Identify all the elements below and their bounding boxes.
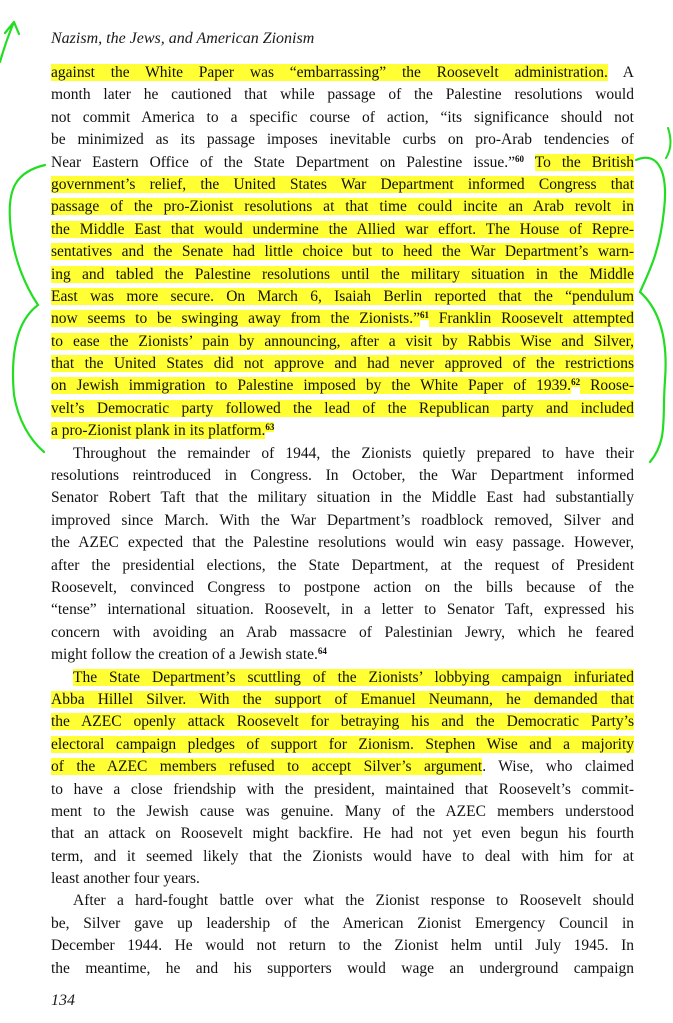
text-line	[51, 174, 634, 196]
text-line	[51, 913, 634, 935]
text-line	[51, 286, 634, 308]
text-line	[51, 219, 634, 241]
highlighted-text: on Jewish immigration to Palestine imposed by the White Paper of 1939.	[51, 377, 572, 395]
footnote-ref: 60	[515, 153, 525, 164]
highlighted-text: Abba Hillel Silver. With the support of Emanuel Neumann, he demanded that	[51, 690, 634, 708]
text-line	[51, 443, 634, 465]
text-span: Near Eastern Office of the State Department on Palestine issue.”	[51, 153, 516, 171]
highlighted-text: now seems to be swinging away from the Zionists.”	[51, 310, 420, 328]
text-span: to have a close friendship with the president, maintained that Roosevelt’s commit-	[51, 780, 634, 798]
text-span: term, and it seemed likely that the Zionists would have to deal with him for at	[51, 847, 634, 865]
highlighted-text: the AZEC openly attack Roosevelt for betraying his and the Democratic Party’s	[51, 713, 634, 731]
highlighted-text: the Middle East that would undermine the Allied war effort. The House of Repre-	[51, 220, 634, 238]
highlighted-text: East was more secure. On March 6, Isaiah Berlin reported that the “pendulum	[51, 287, 634, 305]
highlighted-text: ing and tabled the Palestine resolutions until the military situation in the Middle	[51, 265, 634, 283]
text-span: that an attack on Roosevelt might backfire. He had not yet even begun his fourth	[51, 825, 634, 843]
text-line	[51, 555, 634, 577]
text-span: might follow the creation of a Jewish state.	[51, 646, 318, 664]
highlighted-text: a pro-Zionist plank in its platform.	[51, 422, 266, 440]
highlighted-text: that the United States did not approve and had never approved of the restrictions	[51, 355, 634, 373]
text-span: least another four years.	[51, 870, 200, 888]
footnote-ref: 64	[317, 646, 327, 657]
highlighted-text: electoral campaign pledges of support for Zionism. Stephen Wise and a majority	[51, 735, 634, 753]
text-span: ment to the Jewish cause was genuine. Many of the AZEC members understood	[51, 802, 634, 820]
right-bracket-mark	[636, 158, 666, 462]
text-line	[51, 622, 634, 644]
footnote-ref: 62	[571, 377, 581, 388]
text-line	[51, 241, 634, 263]
text-line	[51, 846, 634, 868]
text-line	[51, 667, 634, 689]
text-line	[51, 510, 634, 532]
text-line	[51, 420, 634, 442]
text-line	[51, 264, 634, 286]
text-line	[51, 107, 634, 129]
text-line	[51, 958, 634, 980]
arrow-mark	[0, 22, 19, 62]
text-line	[51, 801, 634, 823]
text-line	[51, 353, 634, 375]
text-line	[51, 779, 634, 801]
small-tick-mark	[666, 128, 670, 158]
text-span: A	[607, 64, 634, 81]
text-line	[51, 84, 634, 106]
text-span: . Wise, who claimed	[482, 758, 634, 776]
text-span: December 1944. He would not return to the Zionist helm until July 1945. In	[51, 937, 634, 955]
text-line	[51, 196, 634, 218]
text-line	[51, 308, 634, 330]
body-text	[51, 62, 634, 980]
text-span: “tense” international situation. Roosevelt, in a letter to Senator Taft, expressed his	[51, 601, 634, 619]
highlighted-text: To the British	[534, 153, 634, 171]
text-line	[51, 935, 634, 957]
text-line	[51, 398, 634, 420]
text-span: be minimized as its passage imposes inevitable curbs on pro-Arab tendencies of	[51, 131, 634, 149]
page-number: 134	[51, 992, 75, 1009]
highlighted-text: passage of the pro-Zionist resolutions at that time could incite an Arab revolt in	[51, 198, 634, 216]
highlighted-text: The State Department’s scuttling of the Zionists’ lobbying campaign infuriated	[73, 668, 634, 686]
footnote-ref: 63	[265, 422, 275, 433]
text-span: after the presidential elections, the State Department, at the request of President	[51, 556, 634, 574]
text-line	[51, 331, 634, 353]
text-line	[51, 487, 634, 509]
text-span: improved since March. With the War Department’s roadblock removed, Silver and	[51, 511, 634, 529]
text-span: After a hard-fought battle over what the Zionist response to Roosevelt should	[73, 892, 634, 910]
text-line	[51, 129, 634, 151]
highlighted-text: to ease the Zionists’ pain by announcing, after a visit by Rabbis Wise and Silver,	[51, 332, 634, 350]
text-line	[51, 465, 634, 487]
text-line	[51, 734, 634, 756]
text-line	[51, 756, 634, 778]
left-bracket-mark	[10, 165, 45, 452]
text-line	[51, 868, 634, 890]
text-line	[51, 711, 634, 733]
footnote-ref: 61	[419, 310, 429, 321]
text-span: not commit America to a specific course of action, “its significance should not	[51, 108, 634, 126]
text-line	[51, 152, 634, 174]
highlighted-text: government’s relief, the United States War Department informed Congress that	[51, 175, 634, 193]
text-line	[51, 62, 634, 84]
text-span: the AZEC expected that the Palestine resolutions would win easy passage. However,	[51, 534, 634, 552]
text-line	[51, 689, 634, 711]
text-span: be, Silver gave up leadership of the American Zionist Emergency Council in	[51, 914, 634, 932]
text-span: month later he cautioned that while passage of the Palestine resolutions would	[51, 86, 634, 104]
highlighted-text: sentatives and the Senate had little choice but to heed the War Department’s warn-	[51, 243, 634, 261]
text-span: Senator Robert Taft that the military situation in the Middle East had substantially	[51, 489, 634, 507]
highlighted-text: Franklin Roosevelt attempted	[428, 310, 634, 328]
text-span: resolutions reintroduced in Congress. In October, the War Department informed	[51, 467, 634, 485]
text-span: concern with avoiding an Arab massacre of Palestinian Jewry, which he feared	[51, 623, 634, 641]
text-line	[51, 823, 634, 845]
text-line	[51, 532, 634, 554]
highlighted-text: Roose-	[580, 377, 634, 395]
text-line	[51, 577, 634, 599]
text-line	[51, 644, 634, 666]
text-span: Roosevelt, convinced Congress to postpone action on the bills because of the	[51, 578, 634, 596]
highlighted-text: of the AZEC members refused to accept Silver’s argument	[51, 758, 483, 776]
highlighted-text: velt’s Democratic party followed the lead of the Republican party and included	[51, 399, 634, 417]
highlighted-text: against the White Paper was “embarrassing” the Roosevelt administration.	[51, 64, 608, 81]
text-line	[51, 375, 634, 397]
text-span: Throughout the remainder of 1944, the Zionists quietly prepared to have their	[73, 444, 634, 462]
text-line	[51, 890, 634, 912]
text-span	[524, 154, 535, 171]
text-span: the meantime, he and his supporters would wage an underground campaign	[51, 959, 634, 977]
text-line	[51, 599, 634, 621]
running-header: Nazism, the Jews, and American Zionism	[51, 30, 315, 47]
